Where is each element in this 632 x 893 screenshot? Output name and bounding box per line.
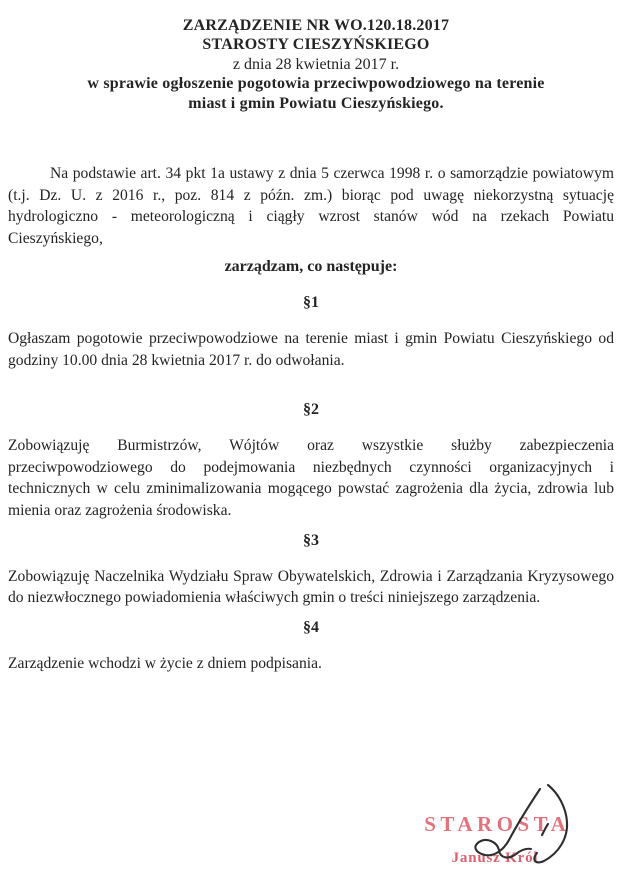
issuer-line: STAROSTY CIESZYŃSKIEGO (202, 36, 430, 54)
handwritten-signature-icon (458, 780, 580, 872)
section-1 (8, 294, 614, 371)
stamp-signer-name: Janusz Król (451, 850, 539, 866)
order-intro-line: zarządzam, co następuje: (224, 258, 398, 276)
ordinance-number-line: ZARZĄDZENIE NR WO.120.18.2017 (182, 17, 450, 34)
subject-line-2: miast i gmin Powiatu Cieszyńskiego. (188, 94, 444, 112)
section-4-text: Zarządzenie wchodzi w życie z dniem podpisania. (8, 654, 322, 672)
section-3 (8, 532, 614, 609)
section-4 (8, 619, 614, 675)
section-2-text: Zobowiązuję Burmistrzów, Wójtów oraz wszystkie służby zabezpieczenia przeciwpowodziowego do podejmowania niezbędnych czynności organizacyjnych i technicznych w celu zminimalizowania mogącego powstać zagrożenia dla życia, zdrowia lub mienia oraz zagrożenia środowiska. (8, 437, 614, 519)
section-1-text: Ogłaszam pogotowie przeciwpowodziowe na terenie miast i gmin Powiatu Cieszyńskiego od godziny 10.00 dnia 28 kwietnia 2017 r. do odwołania. (8, 330, 614, 369)
stamp-starosta-title: STAROSTA (424, 812, 571, 836)
section-2 (8, 401, 614, 521)
subject-line-1: w sprawie ogłoszenie pogotowia przeciwpowodziowego na terenie (87, 75, 545, 93)
section-4-number: §4 (303, 618, 319, 636)
section-3-text: Zobowiązuję Naczelnika Wydziału Spraw Obywatelskich, Zdrowia i Zarządzania Kryzysowego do niezwłocznego powiadomienia właściwych gmin o treści niniejszego zarządzenia. (8, 567, 614, 607)
document-header (0, 0, 632, 113)
date-line: z dnia 28 kwietnia 2017 r. (232, 55, 400, 73)
section-2-number: §2 (303, 401, 319, 419)
legal-basis-paragraph: Na podstawie art. 34 pkt 1a ustawy z dnia 5 czerwca 1998 r. o samorządzie powiatowym (t.j. Dz. U. z 2016 r., poz. 814 z późn. zm.) biorąc pod uwagę niekorzystną sytuację hydrologiczno - meteorologiczną i ciągły wzrost stanów wód na rzekach Powiatu Cieszyńskiego, (8, 165, 614, 247)
section-3-number: §3 (303, 531, 319, 549)
section-1-number: §1 (303, 294, 319, 311)
document-body (0, 163, 632, 674)
